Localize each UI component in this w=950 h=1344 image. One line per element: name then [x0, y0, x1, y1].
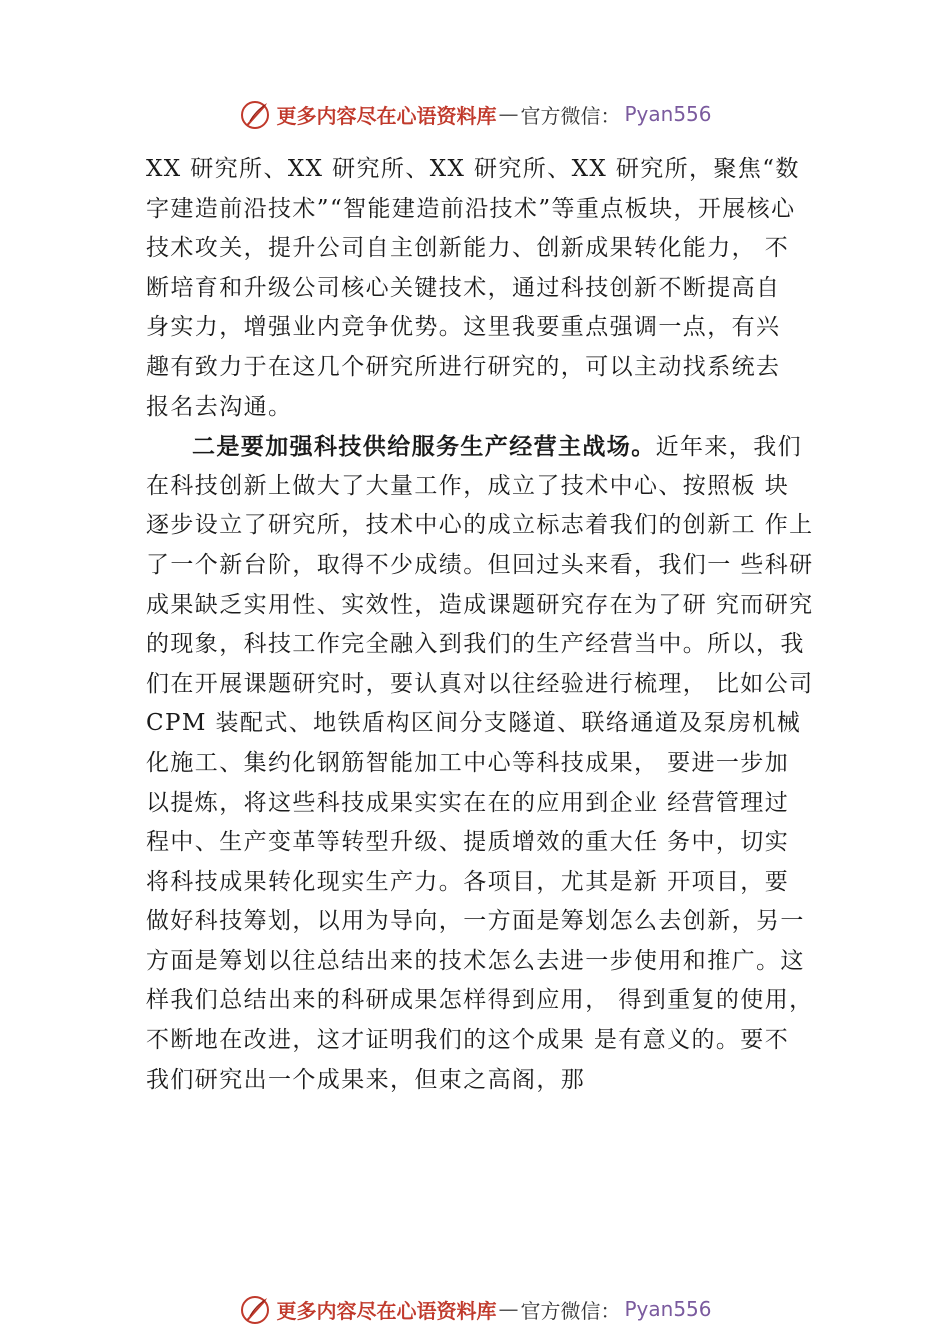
footer-brand: 更多内容尽在心语资料库 [276, 1298, 497, 1323]
footer-separator: — [498, 1297, 519, 1321]
body-line: XX 研究所、XX 研究所、XX 研究所、XX 研究所，聚焦“数 [146, 156, 800, 182]
body-line: 的现象，科技工作完全融入到我们的生产经营当中。所以，我 [146, 631, 805, 658]
body-line: 趣有致力于在这几个研究所进行研究的，可以主动找系统去 [146, 353, 781, 380]
footer-wechat-id: Pyan556 [624, 1297, 712, 1321]
body-line: 化施工、集约化钢筋智能加工中心等科技成果， 要进一步加 [146, 749, 790, 776]
body-line: 我们研究出一个成果来，但束之高阁，那 [146, 1066, 586, 1093]
body-line: 报名去沟通。 [146, 393, 293, 420]
body-line: 逐步设立了研究所，技术中心的成立标志着我们的创新工 作上 [146, 512, 814, 539]
quill-logo-icon [238, 97, 272, 131]
footer-banner [0, 1289, 950, 1329]
body-line: 技术攻关，提升公司自主创新能力、创新成果转化能力， 不 [146, 235, 790, 262]
header-banner [0, 94, 950, 134]
header-brand: 更多内容尽在心语资料库 [276, 103, 497, 128]
body-line: 以提炼，将这些科技成果实实在在的应用到企业 经营管理过 [146, 789, 790, 816]
body-line: 样我们总结出来的科研成果怎样得到应用， 得到重复的使用， [146, 987, 814, 1014]
body-line: 不断地在改进，这才证明我们的这个成果 是有意义的。要不 [146, 1027, 790, 1054]
header-separator: — [498, 102, 519, 126]
body-text-span: 近年来，我们 [655, 434, 803, 461]
header-official: 官方微信： [520, 103, 621, 128]
header-wechat-id: Pyan556 [624, 102, 712, 126]
body-line: 在科技创新上做大了大量工作，成立了技术中心、按照板 块 [146, 472, 790, 499]
body-line: 字建造前沿技术”“智能建造前沿技术”等重点板块，开展核心 [146, 195, 796, 222]
document-body [146, 150, 846, 1100]
body-line: 了一个新台阶，取得不少成绩。但回过头来看，我们一 些科研 [146, 551, 814, 578]
body-line: 将科技成果转化现实生产力。各项目，尤其是新 开项目，要 [146, 868, 790, 895]
body-line: 方面是筹划以往总结出来的技术怎么去进一步使用和推广。这 [146, 947, 805, 974]
body-line: 成果缺乏实用性、实效性，造成课题研究存在为了研 究而研究 [146, 591, 814, 618]
footer-official: 官方微信： [520, 1298, 621, 1323]
body-line: 身实力，增强业内竞争优势。这里我要重点强调一点，有兴 [146, 314, 781, 341]
body-line: 做好科技筹划，以用为导向，一方面是筹划怎么去创新，另一 [146, 908, 805, 935]
quill-logo-icon [238, 1292, 272, 1326]
body-line: CPM 装配式、地铁盾构区间分支隧道、联络通道及泵房机械 [146, 710, 802, 737]
body-line: 程中、生产变革等转型升级、提质增效的重大任 务中，切实 [146, 829, 790, 856]
section-heading: 二是要加强科技供给服务生产经营主战场。 [192, 433, 656, 461]
body-line: 们在开展课题研究时，要认真对以往经验进行梳理， 比如公司 [146, 670, 814, 697]
paragraph2-first-line [146, 427, 846, 467]
body-line: 断培育和升级公司核心关键技术，通过科技创新不断提高自 [146, 274, 781, 301]
